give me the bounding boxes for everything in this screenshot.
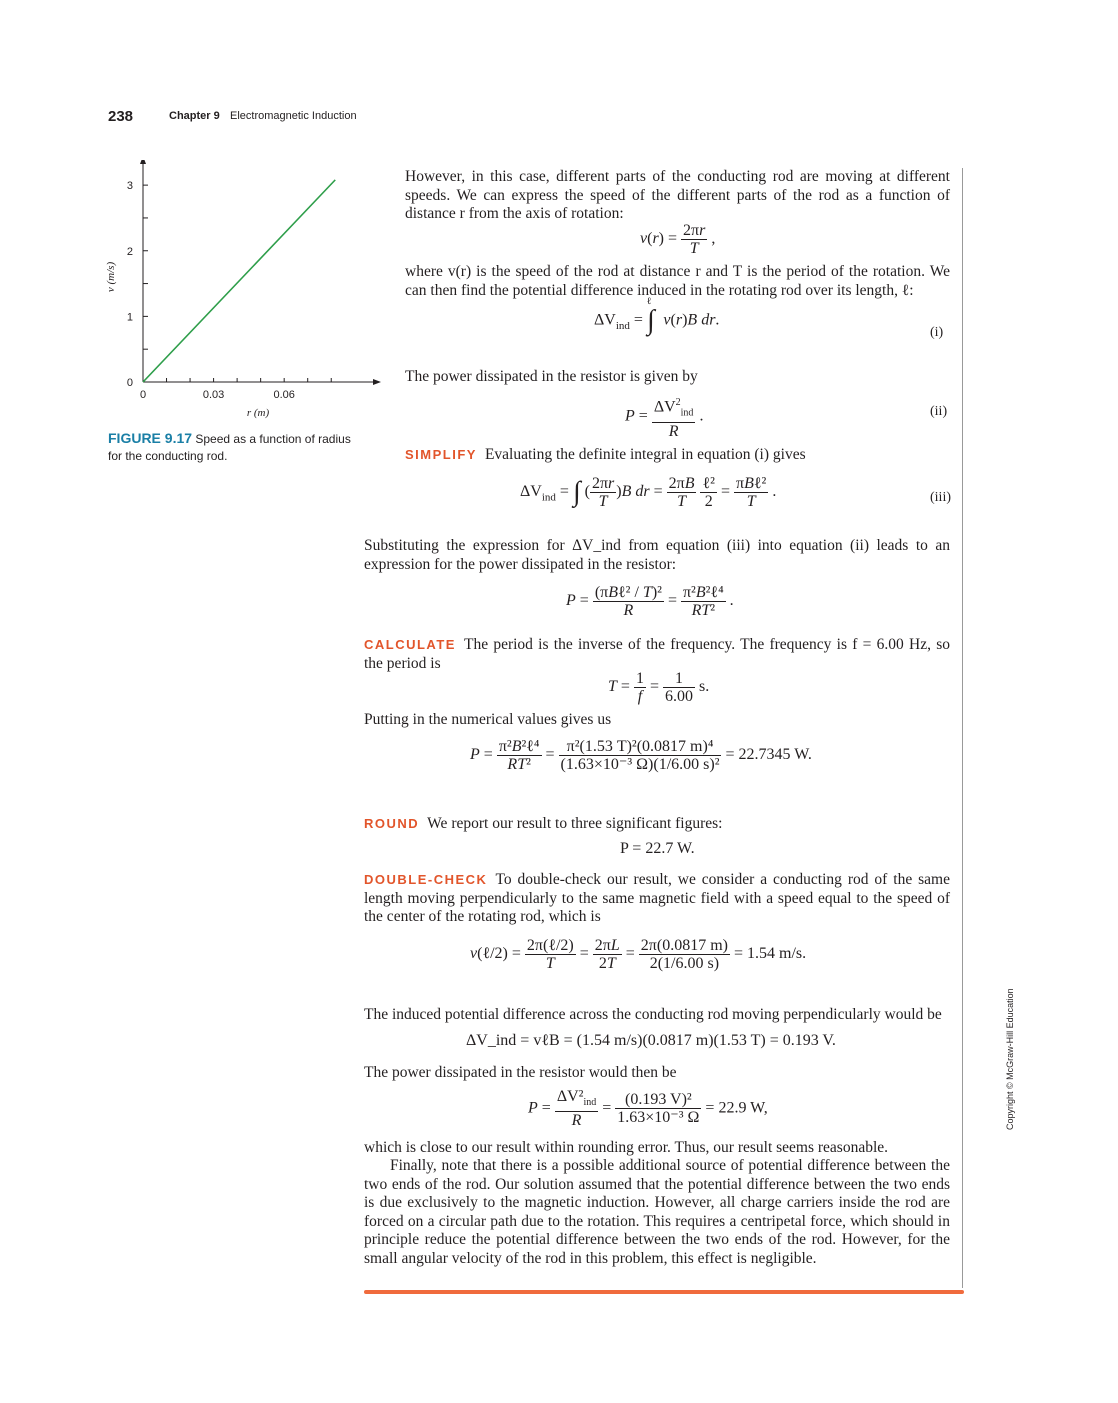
x-tick-label: 0.06 [273, 389, 295, 401]
y-tick-label: 2 [126, 245, 133, 258]
equation-period: T = $\frac{1}{f}$ = $\frac{1}{6.00}$ s. [608, 670, 710, 705]
y-axis-label: v (m/s) [105, 261, 117, 293]
chapter-label: Chapter 9 [169, 110, 220, 122]
power-result: = 22.7345 W. [725, 746, 812, 764]
paragraph-9: Finally, note that there is a possible additional source of potential difference between the two ends of the rod. Our solution assumed that the potential difference between the two ends is due exclusively to the magnetic induction. However, all charge carriers inside the rod are forced on a circular path due to the rotation. This requires a centripetal force, which should in principle reduce the potential difference between the two ends of the rod. However, for the small angular velocity of the rod in this problem, this effect is negligible. [364, 1157, 950, 1267]
y-axis-arrow [140, 160, 146, 164]
figure-label: FIGURE 9.17 [108, 430, 193, 446]
x-axis-label: r (m) [246, 407, 270, 419]
simplify-paragraph [405, 446, 950, 465]
round-text: We report our result to three significant figures: [427, 815, 723, 832]
figure-caption-text: Speed as a function of radius for the conducting rod. [108, 432, 351, 463]
calculate-text: The period is the inverse of the frequency. The frequency is f = 6.00 Hz, so the period is [364, 636, 950, 672]
right-margin-rule [962, 168, 963, 1288]
data-series-line [143, 180, 335, 382]
bottom-accent-rule [364, 1290, 964, 1294]
equation-number-iii: (iii) [930, 490, 951, 505]
x-tick-label: 0 [139, 389, 147, 401]
paragraph-2: where v(r) is the speed of the rod at distance r and T is the period of the rotation. We can then find the potential difference induced in the rotating rod over its length, ℓ: [405, 263, 950, 299]
doublecheck-paragraph [364, 871, 950, 927]
v-half-result: = 1.54 m/s. [733, 945, 807, 963]
calculate-paragraph [364, 636, 950, 673]
x-axis-arrow [373, 379, 381, 385]
figure-caption [108, 430, 368, 465]
copyright-notice: Copyright © McGraw-Hill Education [1005, 988, 1015, 1130]
round-label: ROUND [364, 816, 420, 831]
simplify-label: SIMPLIFY [405, 447, 477, 462]
equation-number-ii: (ii) [930, 404, 948, 419]
simplify-text: Evaluating the definite integral in equation (i) gives [484, 446, 806, 463]
y-tick-label: 0 [126, 377, 133, 389]
equation-v-half: v(ℓ/2) = $\frac{\text{2π(ℓ/2)}}{T}$ = $\frac{2\pi L}{2T}$ = $\frac{2\pi(0.0817 m)}{2(1/6.00 s)}$ = 1.54 m/s. [470, 937, 807, 972]
paragraph-5: Putting in the numerical values gives us [364, 711, 612, 728]
equation-power-symbolic: P = $\frac{\text{(πBℓ² / T)²}}{R}$ = $\frac{\text{π²B²ℓ⁴}}{\text{RT²}}$ . [566, 584, 734, 619]
equation-v-of-r: v(r) = $\frac{2\pi r}{T}$ , [640, 222, 716, 257]
y-tick-label: 3 [126, 180, 133, 193]
equation-power-numeric: P = $\frac{\text{π²B²ℓ⁴}}{\text{RT²}}$ = $\frac{\text{π²(1.53 T)²(0.0817 m)⁴}}{\text{(1.63×10⁻³ Ω)(1/6.00 s)²}}$ = 22.7345 W. [470, 738, 812, 773]
page-number: 238 [108, 108, 134, 125]
paragraph-3: The power dissipated in the resistor is given by [405, 368, 698, 385]
equation-rounded-result: P = 22.7 W. [620, 840, 695, 857]
y-tick-label: 1 [126, 311, 133, 324]
figure-9-17-chart [100, 160, 390, 430]
equation-power-check: P = $\frac{\Delta V^2_{ind}}{R}$ = $\frac{\text{(0.193 V)²}}{\text{1.63×10⁻³ Ω}}$ = 22.9 W, [528, 1088, 768, 1130]
equation-dv-perpendicular: ΔV_ind = vℓB = (1.54 m/s)(0.0817 m)(1.53 T) = 0.193 V. [466, 1032, 836, 1049]
paragraph-7: The power dissipated in the resistor would then be [364, 1064, 677, 1081]
chapter-title: Electromagnetic Induction [230, 110, 357, 122]
chart-layer [105, 160, 381, 419]
power-check-result: = 22.9 W, [705, 1099, 768, 1117]
x-tick-label: 0.03 [202, 389, 225, 401]
paragraph-6: The induced potential difference across the conducting rod moving perpendicularly would be [364, 1006, 942, 1023]
doublecheck-text: To double-check our result, we consider a conducting rod of the same length moving perpendicularly to the same magnetic field with a speed equal to the speed of the center of the rotating rod, which is [364, 871, 950, 925]
round-paragraph [364, 815, 950, 834]
paragraph-4: Substituting the expression for ΔV_ind from equation (iii) into equation (ii) leads to an expression for the power dissipated in the resistor: [364, 537, 950, 573]
equation-i: $\Delta V_{ind} = \int^\ell$ v(r)B dr. [594, 296, 720, 336]
equation-number-i: (i) [930, 325, 944, 340]
paragraph-1: However, in this case, different parts of the conducting rod are moving at different speeds. We can express the speed of the different parts of the rod as a function of distance r from the axis of rotation: [405, 168, 950, 222]
equation-iii: $\Delta V_{ind}$ = ∫ ( $\frac{2\pi r}{T}$ )B dr = $\frac{2\pi B}{T}$ $\frac{\text{ℓ²}}{2}$ = $\frac{\text{πBℓ²}}{T}$ . [520, 475, 777, 510]
equation-ii: P = $\frac{\Delta V^2_{ind}}{R}$ . [625, 397, 704, 440]
paragraph-8: which is close to our result within rounding error. Thus, our result seems reasonable. [364, 1139, 889, 1156]
doublecheck-label: DOUBLE-CHECK [364, 872, 488, 887]
calculate-label: CALCULATE [364, 637, 456, 652]
